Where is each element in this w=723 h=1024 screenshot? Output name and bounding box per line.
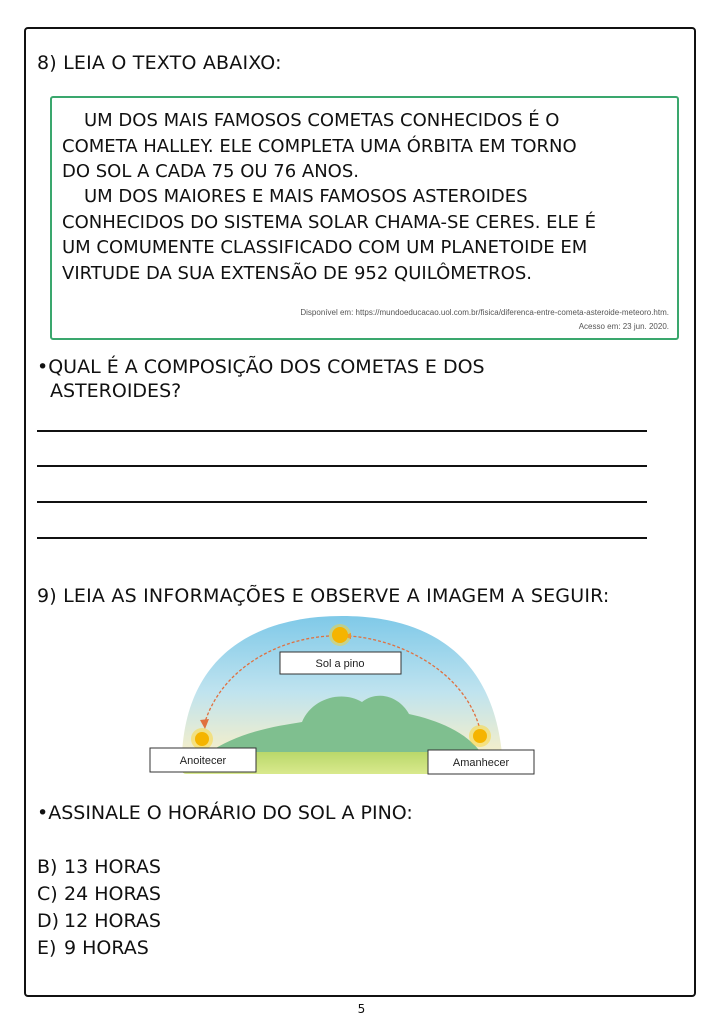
sun-icon-top: [329, 624, 351, 646]
page-number: 5: [357, 1002, 366, 1016]
answer-line-2[interactable]: [37, 465, 647, 467]
text-line: UM DOS MAIS FAMOSOS COMETAS CONHECIDOS É O: [84, 110, 560, 131]
question-8-heading: 8) LEIA O TEXTO ABAIXO:: [37, 52, 282, 74]
source-citation: Disponível em: https://mundoeducacao.uol.com.br/fisica/diferenca-entre-cometa-asteroide-meteoro.htm. Acesso em: 23 jun. 2020.: [300, 308, 669, 331]
text-line: CONHECIDOS DO SISTEMA SOLAR CHAMA-SE CERES. ELE É: [62, 211, 597, 233]
question-9-heading: 9) LEIA AS INFORMAÇÕES E OBSERVE A IMAGEM A SEGUIR:: [37, 585, 610, 607]
option-letter: D): [37, 910, 60, 932]
option-text: 13 HORAS: [64, 856, 161, 878]
option-letter: B): [37, 856, 58, 878]
paragraph-halley: [62, 108, 666, 185]
option-text: 9 HORAS: [64, 937, 149, 959]
option-c[interactable]: [37, 883, 161, 905]
option-letter: C): [37, 883, 58, 905]
option-e[interactable]: [37, 937, 149, 959]
sun-icon-left: [191, 728, 213, 750]
label-anoitecer: Anoitecer: [179, 755, 227, 767]
text-line: COMETA HALLEY. ELE COMPLETA UMA ÓRBITA EM TORNO: [62, 135, 577, 157]
text-line: DO SOL A CADA 75 OU 76 ANOS.: [62, 161, 359, 182]
answer-line-4[interactable]: [37, 537, 647, 539]
label-sol-a-pino: Sol a pino: [315, 658, 365, 670]
option-letter: E): [37, 937, 57, 959]
answer-line-1[interactable]: [37, 430, 647, 432]
question-8-prompt: •QUAL É A COMPOSIÇÃO DOS COMETAS E DOS ASTEROIDES?: [37, 356, 485, 402]
answer-line-3[interactable]: [37, 501, 647, 503]
option-text: 12 HORAS: [64, 910, 161, 932]
reading-text-box: [50, 96, 679, 340]
question-9-prompt: •ASSINALE O HORÁRIO DO SOL A PINO:: [37, 802, 413, 824]
label-amanhecer: Amanhecer: [452, 757, 510, 769]
text-line: UM DOS MAIORES E MAIS FAMOSOS ASTEROIDES: [84, 186, 528, 207]
sun-path-illustration: [137, 614, 547, 782]
sun-path-svg: [137, 614, 547, 782]
text-line: VIRTUDE DA SUA EXTENSÃO DE 952 QUILÔMETROS.: [62, 262, 532, 284]
option-text: 24 HORAS: [64, 883, 161, 905]
option-d[interactable]: [37, 910, 161, 932]
paragraph-ceres: [62, 184, 666, 286]
option-b[interactable]: [37, 856, 161, 878]
sun-icon-right: [469, 725, 491, 747]
text-line: UM COMUMENTE CLASSIFICADO COM UM PLANETOIDE EM: [62, 237, 588, 258]
